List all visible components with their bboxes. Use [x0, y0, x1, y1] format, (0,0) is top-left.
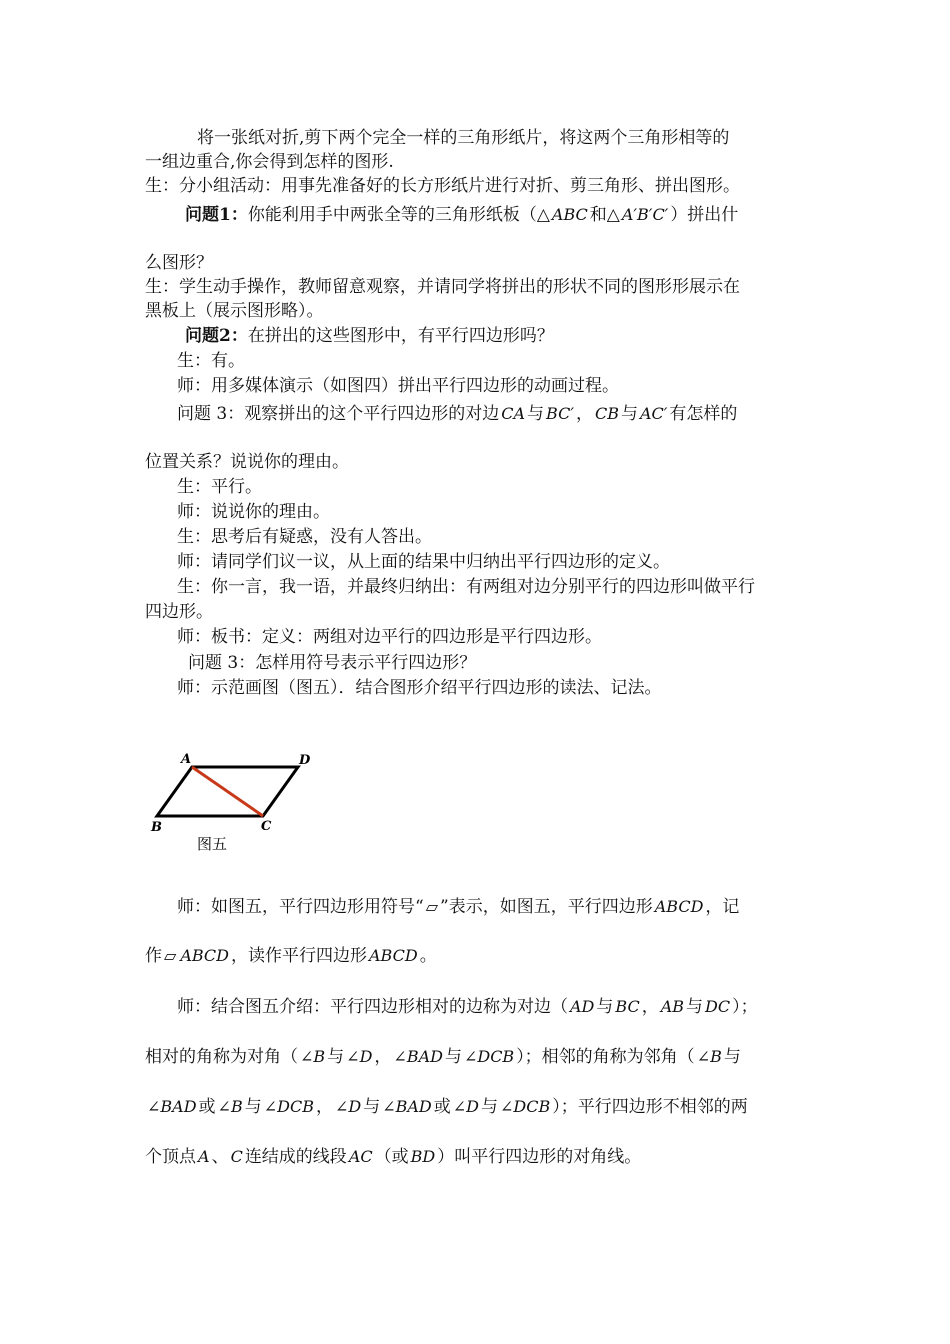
- paragraph-1-line-2: 一组边重合,你会得到怎样的图形.: [145, 152, 394, 172]
- question-2-label: 问题2：: [185, 326, 248, 346]
- question-3-line-2: 位置关系？说说你的理由。: [145, 452, 349, 472]
- paragraph-14-line-1: 师：结合图五介绍：平行四边形相对的边称为对边（ AD 与 BC ， AB 与 DC ）；: [177, 997, 758, 1017]
- vertex-a-label: A: [181, 752, 192, 767]
- question-3: 问题 3：观察拼出的这个平行四边形的对边 CA 与 BC′ ， CB 与 AC′ 有怎样的: [177, 404, 738, 424]
- paragraph-13-line-2: 作 ▱ ABCD ，读作平行四边形 ABCD 。: [145, 946, 437, 966]
- question-1-line-2: 么图形？: [145, 253, 213, 273]
- paragraph-9: 师：请同学们议一议，从上面的结果中归纳出平行四边形的定义。: [177, 552, 670, 572]
- paragraph-3-line-2: 黑板上（展示图形略）。: [145, 301, 324, 321]
- paragraph-10-line-1: 生：你一言，我一语，并最终归纳出：有两组对边分别平行的四边形叫做平行: [177, 577, 755, 597]
- vertex-d-label: D: [299, 753, 311, 768]
- question-1: 问题1：你能利用手中两张全等的三角形纸板（△ ABC 和△ A′B′C′ ）拼出什: [185, 205, 739, 225]
- paragraph-6: 生：平行。: [177, 477, 262, 497]
- vertex-c-label: C: [261, 819, 272, 834]
- diagonal-ac: [192, 767, 263, 816]
- paragraph-12: 师：示范画图（图五）．结合图形介绍平行四边形的读法、记法。: [177, 678, 662, 698]
- vertex-b-label: B: [151, 820, 162, 835]
- question-4: 问题 3：怎样用符号表示平行四边形？: [188, 653, 477, 673]
- paragraph-8: 生：思考后有疑惑，没有人答出。: [177, 527, 432, 547]
- parallelogram-symbol: ▱: [425, 897, 439, 916]
- paragraph-5: 师：用多媒体演示（如图四）拼出平行四边形的动画过程。: [177, 376, 619, 396]
- figure-caption: 图五: [197, 835, 228, 853]
- parallelogram-symbol: ▱: [164, 946, 177, 965]
- figure-5-parallelogram: [145, 745, 315, 860]
- paragraph-14-line-4: 个顶点 A 、 C 连结成的线段 AC （或 BD ）叫平行四边形的对角线。: [145, 1147, 642, 1167]
- paragraph-1-line-1: 将一张纸对折,剪下两个完全一样的三角形纸片，将这两个三角形相等的: [197, 128, 730, 148]
- paragraph-3-line-1: 生：学生动手操作，教师留意观察，并请同学将拼出的形状不同的图形形展示在: [145, 277, 740, 297]
- paragraph-14-line-3: ∠BAD 或 ∠B 与 ∠DCB ， ∠D 与 ∠BAD 或 ∠D 与 ∠DCB ）；平行四边形不相邻的两: [147, 1097, 748, 1117]
- paragraph-7: 师：说说你的理由。: [177, 502, 330, 522]
- paragraph-14-line-2: 相对的角称为对角（ ∠B 与 ∠D ， ∠BAD 与 ∠DCB ）；相邻的角称为邻角（ ∠B 与: [145, 1047, 741, 1067]
- paragraph-10-line-2: 四边形。: [145, 602, 213, 622]
- paragraph-2: 生：分小组活动：用事先准备好的长方形纸片进行对折、剪三角形、拼出图形。: [145, 176, 740, 196]
- question-2: 问题2：在拼出的这些图形中，有平行四边形吗？: [185, 326, 554, 346]
- paragraph-13-line-1: 师：如图五，平行四边形用符号“ ▱ ”表示，如图五，平行四边形 ABCD ，记: [177, 897, 740, 917]
- paragraph-11: 师：板书：定义：两组对边平行的四边形是平行四边形。: [177, 627, 602, 647]
- question-1-label: 问题1：: [185, 205, 248, 225]
- paragraph-4: 生：有。: [177, 351, 245, 371]
